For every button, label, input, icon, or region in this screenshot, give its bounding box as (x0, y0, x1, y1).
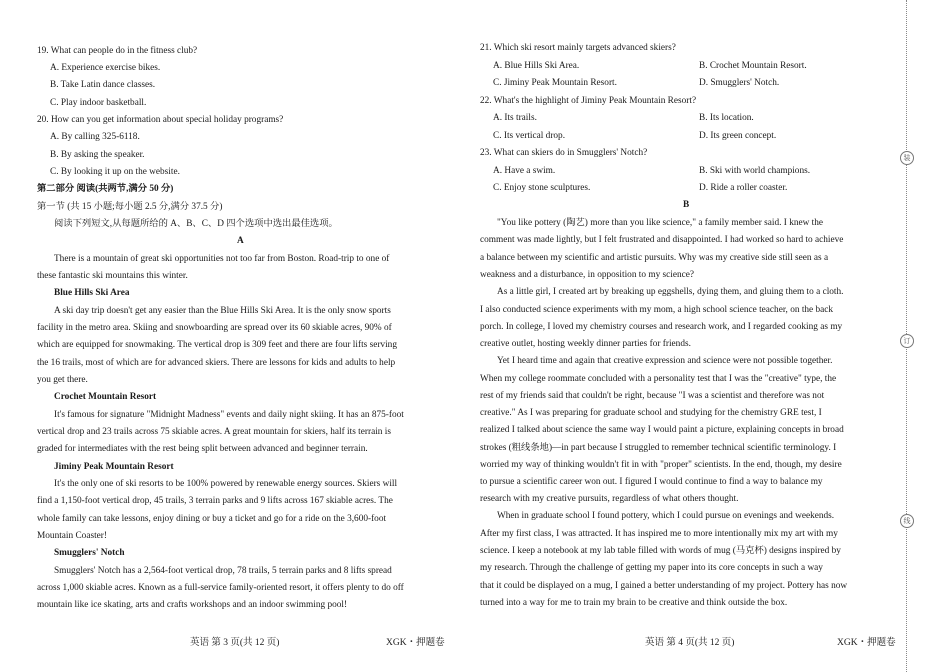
q21-stem: 21. Which ski resort mainly targets advanced skiers? (480, 43, 676, 53)
binding-mark: 装 (900, 151, 914, 165)
passage-line: worried my way of thinking wouldn't fit in with "proper" scientists. In the end, though, my desire (480, 460, 842, 470)
crochet-line: It's famous for signature "Midnight Madness" events and daily night skiing. It has an 875-foot (54, 410, 404, 420)
passage-line: "You like pottery (陶艺) more than you like science," a family member said. I knew the (497, 218, 824, 228)
passage-line: realized I talked about science the same way I would paint a picture, explaining concepts in broad (480, 425, 844, 435)
intro-line: these fantastic ski mountains this winter. (37, 271, 188, 281)
page-footer-number: 英语 第 4 页(共 12 页) (645, 638, 735, 648)
q21-option-a: A. Blue Hills Ski Area. (493, 61, 580, 71)
jiminy-line: find a 1,150-foot vertical drop, 45 trails, 3 terrain parks and 9 lifts across 167 skiable acres. The (37, 496, 393, 506)
q21-option-c: C. Jiminy Peak Mountain Resort. (493, 78, 617, 88)
jiminy-title: Jiminy Peak Mountain Resort (54, 462, 174, 472)
page-footer-code: XGK・押题卷 (837, 638, 896, 648)
q23-option-a: A. Have a swim. (493, 166, 556, 176)
section-one-heading: 第一节 (共 15 小题;每小题 2.5 分,满分 37.5 分) (37, 202, 223, 212)
q23-stem: 23. What can skiers do in Smugglers' Notch? (480, 148, 648, 158)
passage-line: As a little girl, I created art by breaking up eggshells, dying them, and gluing them to a cloth. (497, 287, 844, 297)
passage-line: to pursue a scientific career won out. I figured I would continue to find a way to balance my (480, 477, 823, 487)
q19-option-b: B. Take Latin dance classes. (50, 80, 156, 90)
passage-a-label: A (237, 236, 244, 246)
passage-line: comment was made lightly, but I felt frustrated and disappointed. I had worked so hard to achieve (480, 235, 844, 245)
passage-line: that it could be displayed on a mug, I gained a better understanding of my project. Pottery has now (480, 581, 848, 591)
smugglers-title: Smugglers' Notch (54, 548, 125, 558)
part-two-heading: 第二部分 阅读(共两节,满分 50 分) (37, 184, 174, 194)
intro-line: There is a mountain of great ski opportunities not too far from Boston. Road-trip to one of (54, 254, 390, 264)
blue-hills-line: facility in the metro area. Skiing and snowboarding are spread over its 60 skiable acres, 90% of (37, 323, 392, 333)
blue-hills-line: which are equipped for snowmaking. The vertical drop is 309 feet and there are four lifts serving (37, 340, 397, 350)
q22-option-a: A. Its trails. (493, 113, 537, 123)
instruction: 阅读下列短文,从每题所给的 A、B、C、D 四个选项中选出最佳选项。 (54, 219, 338, 229)
q21-option-d: D. Smugglers' Notch. (699, 78, 780, 88)
page-footer-code: XGK・押题卷 (386, 638, 445, 648)
page-footer-number: 英语 第 3 页(共 12 页) (190, 638, 280, 648)
passage-line: weakness and a disturbance, in opposition to my science? (480, 270, 695, 280)
passage-line: porch. In college, I loved my chemistry courses and research work, and I regarded cooking as my (480, 322, 843, 332)
passage-line: I also conducted science experiments with my mom, a high school science teacher, on the back (480, 305, 834, 315)
jiminy-line: It's the only one of ski resorts to be 100% powered by renewable energy sources. Skiers will (54, 479, 398, 489)
q22-stem: 22. What's the highlight of Jiminy Peak Mountain Resort? (480, 96, 697, 106)
passage-line: research with my creative pursuits, regardless of what others thought. (480, 494, 739, 504)
passage-line: When my college roommate concluded with a personality test that I was the "creative" type, the (480, 374, 837, 384)
passage-line: When in graduate school I found pottery, which I could pursue on evenings and weekends. (497, 511, 835, 521)
binding-mark: 线 (900, 514, 914, 528)
passage-line: a balance between my scientific and artistic pursuits. Why was my creative side still seen as a (480, 253, 829, 263)
q21-option-b: B. Crochet Mountain Resort. (699, 61, 807, 71)
jiminy-line: whole family can take lessons, enjoy dining or buy a ticket and go for a ride on the 3,600-foot (37, 514, 387, 524)
q23-option-b: B. Ski with world champions. (699, 166, 811, 176)
q23-option-c: C. Enjoy stone sculptures. (493, 183, 591, 193)
q20-option-b: B. By asking the speaker. (50, 150, 145, 160)
smugglers-line: Smugglers' Notch has a 2,564-foot vertical drop, 78 trails, 5 terrain parks and 8 lifts spread (54, 566, 392, 576)
passage-line: turned into a way for me to train my brain to be creative and think outside the box. (480, 598, 788, 608)
smugglers-line: mountain like ice skating, arts and crafts workshops and an indoor swimming pool! (37, 600, 348, 610)
jiminy-line: Mountain Coaster! (37, 531, 107, 541)
passage-line: Yet I heard time and again that creative expression and science were not possible together. (497, 356, 833, 366)
q23-option-d: D. Ride a roller coaster. (699, 183, 788, 193)
passage-line: After my first class, I was attracted. It has inspired me to more intentionally mix my art with my (480, 529, 838, 539)
crochet-line: vertical drop and 23 trails across 75 skiable acres. A great mountain for skiers, half its terrain is (37, 427, 391, 437)
blue-hills-line: you get there. (37, 375, 88, 385)
passage-line: creative outlet, hosting weekly dinner parties for friends. (480, 339, 691, 349)
q19-stem: 19. What can people do in the fitness club? (37, 46, 198, 56)
q19-option-c: C. Play indoor basketball. (50, 98, 147, 108)
q22-option-c: C. Its vertical drop. (493, 131, 566, 141)
q22-option-b: B. Its location. (699, 113, 754, 123)
smugglers-line: across 1,000 skiable acres. Known as a full-service family-oriented resort, it offers plenty to do off (37, 583, 404, 593)
passage-b-label: B (683, 200, 690, 210)
passage-line: my research. Through the challenge of getting my paper into its core concepts in such a way (480, 563, 823, 573)
passage-line: science. I keep a notebook at my lab table filled with words of mug (马克杯) designs inspired by (480, 546, 841, 556)
crochet-line: graded for intermediates with the rest being split between advanced and beginner terrain. (37, 444, 368, 454)
passage-line: rest of my friends said that couldn't be right, because "I was a scientist and therefore was not (480, 391, 825, 401)
blue-hills-title: Blue Hills Ski Area (54, 288, 130, 298)
right-page (475, 0, 950, 672)
q20-option-a: A. By calling 325-6118. (50, 132, 140, 142)
q20-option-c: C. By looking it up on the website. (50, 167, 180, 177)
binding-mark: 订 (900, 334, 914, 348)
q20-stem: 20. How can you get information about special holiday programs? (37, 115, 284, 125)
q22-option-d: D. Its green concept. (699, 131, 777, 141)
passage-line: creative." As I was preparing for graduate school and studying for the chemistry GRE test, I (480, 408, 822, 418)
blue-hills-line: A ski day trip doesn't get any easier than the Blue Hills Ski Area. It is the only snow sports (54, 306, 391, 316)
q19-option-a: A. Experience exercise bikes. (50, 63, 161, 73)
passage-line: strokes (粗线条地)—in part because I struggled to remember technical scientific terminology. I (480, 443, 837, 453)
blue-hills-line: the 16 trails, most of which are for advanced skiers. There are lessons for kids and adults to help (37, 358, 396, 368)
crochet-title: Crochet Mountain Resort (54, 392, 157, 402)
